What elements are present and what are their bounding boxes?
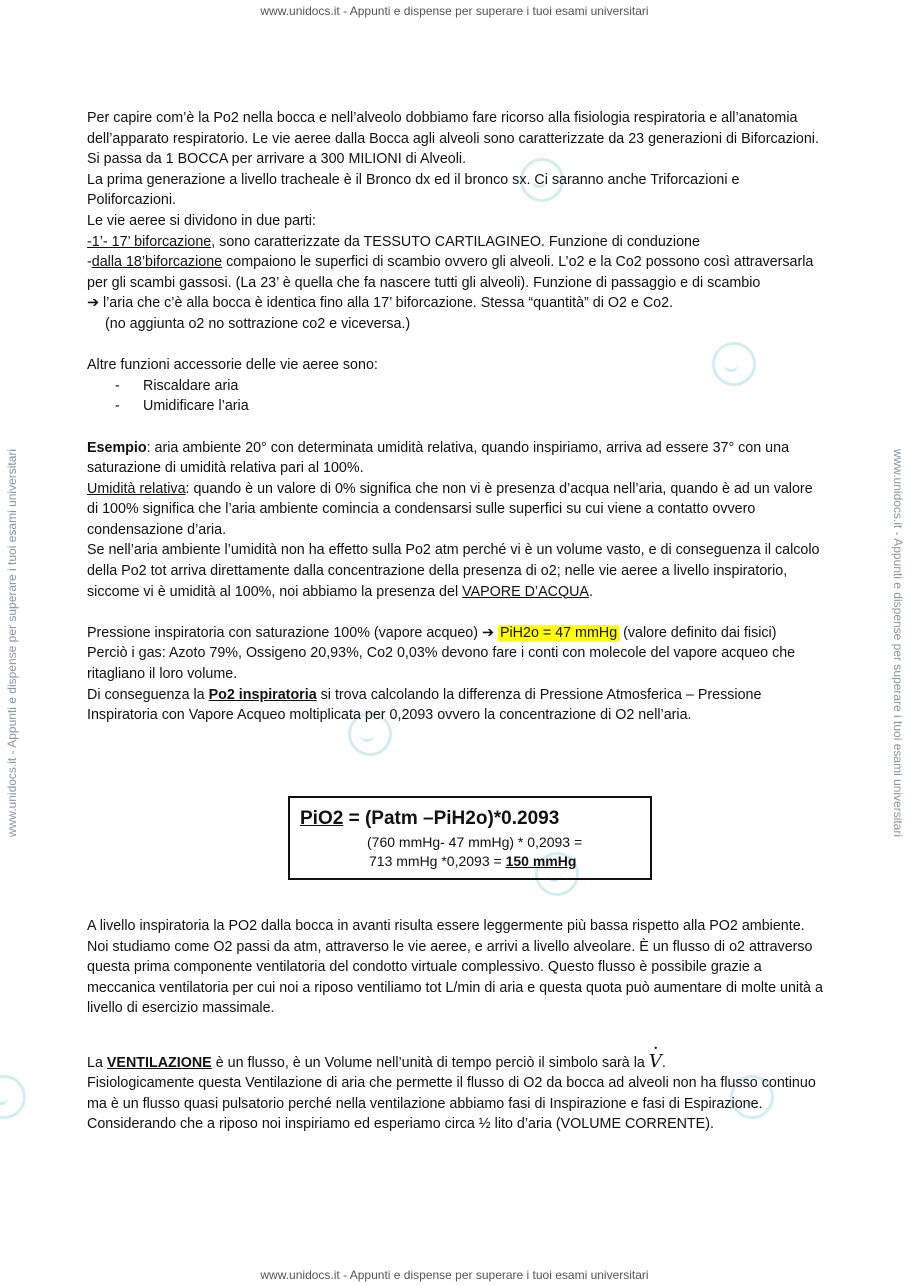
- list-item: - Umidificare l’aria: [115, 398, 249, 415]
- v-dot-symbol: · V: [649, 1052, 662, 1073]
- paragraph: -1’- 17’ biforcazione, sono caratterizzate da TESSUTO CARTILAGINEO. Funzione di conduzione: [87, 233, 700, 250]
- paragraph: Fisiologicamente questa Ventilazione di aria che permette il flusso di O2 da bocca ad alveoli non ha flusso continuo ma è un flusso quasi pulsatorio perché nella ventilazione abbiamo fasi di Inspirazione e fasi di Espirazione. Considerando che a riposo noi inspiriamo ed esperiamo circa ½ lito d’aria (VOLUME CORRENTE).: [87, 1075, 816, 1133]
- watermark-bottom: www.unidocs.it - Appunti e dispense per superare i tuoi esami universitari: [260, 1268, 649, 1282]
- paragraph: Le vie aeree si dividono in due parti:: [87, 212, 316, 229]
- underlined-term: Po2 inspiratoria: [208, 686, 317, 703]
- watermark-top: www.unidocs.it - Appunti e dispense per superare i tuoi esami universitari: [260, 4, 649, 18]
- paragraph: La VENTILAZIONE è un flusso, è un Volume nell’unità di tempo perciò il simbolo sarà la · V.: [87, 1052, 827, 1074]
- paragraph: Pressione inspiratoria con saturazione 100% (vapore acqueo) ➔ PiH2o = 47 mmHg (valore definito dai fisici): [87, 624, 777, 641]
- paragraph: Di conseguenza la Po2 inspiratoria si trova calcolando la differenza di Pressione Atmosferica – Pressione Inspiratoria con Vapore Acqueo moltiplicata per 0,2093 ovvero la concentrazione di O2 nell’aria.: [87, 686, 762, 724]
- paragraph: -dalla 18’biforcazione compaiono le superfici di scambio ovvero gli alveoli. L’o2 e la Co2 possono così attraversarla per gli scambi gassosi. (La 23’ è quella che fa nascere tutti gli alveoli). Funzione di passaggio e di scambio: [87, 254, 814, 291]
- arrow-icon: ➔: [481, 624, 494, 641]
- paragraph: Noi studiamo come O2 passi da atm, attraverso le vie aeree, e arrivi a livello alveolare. È un flusso di o2 attraverso questa prima componente ventilatoria del condotto virtuale complessivo. Questo flusso è possibile grazie a meccanica ventilatoria per cui noi a riposo ventiliamo tot L/min di aria e questa quota può aumentare di molte unità a livello di esercizio massimale.: [87, 938, 823, 1017]
- paragraph: Se nell’aria ambiente l’umidità non ha effetto sulla Po2 atm perché vi è un volume vasto, e di conseguenza il calcolo della Po2 tot arriva direttamente dalla concentrazione della presenza di o2; nelle vie aeree a livello inspiratorio, siccome vi è umidità al 100%, noi abbiamo la presenza del VAPORE D’ACQUA.: [87, 542, 820, 600]
- watermark-logo-icon: [0, 1075, 26, 1119]
- watermark-right: www.unidocs.it - Appunti e dispense per superare i tuoi esami universitari: [891, 448, 905, 838]
- paragraph: A livello inspiratoria la PO2 dalla bocca in avanti risulta essere leggermente più bassa rispetto alla PO2 ambiente.: [87, 918, 805, 934]
- underlined-term: Umidità relativa: [87, 480, 186, 497]
- formula-step: 713 mmHg *0,2093 = 150 mmHg: [369, 853, 577, 869]
- underlined-term: VAPORE D’ACQUA: [462, 583, 589, 600]
- formula-main: PiO2 = (Patm –PiH2o)*0.2093: [300, 808, 560, 829]
- paragraph: Esempio: aria ambiente 20° con determinata umidità relativa, quando inspiriamo, arriva ad essere 37° con una saturazione di umidità relativa pari al 100%.: [87, 439, 790, 477]
- paragraph: Per capire com’è la Po2 nella bocca e nell’alveolo dobbiamo fare ricorso alla fisiologia respiratoria e all’anatomia dell’apparato respiratorio. Le vie aeree dalla Bocca agli alveoli sono caratterizzate da 23 generazioni di Biforcazioni. Si passa da 1 BOCCA per arrivare a 300 MILIONI di Alveoli.: [87, 110, 819, 168]
- document-body-continued: [87, 916, 827, 1135]
- formula-step: (760 mmHg- 47 mmHg) * 0,2093 =: [367, 834, 583, 850]
- arrow-icon: ➔: [87, 295, 99, 312]
- paragraph: Altre funzioni accessorie delle vie aeree sono:: [87, 357, 378, 374]
- paragraph: Umidità relativa: quando è un valore di 0% significa che non vi è presenza d’acqua nell’aria, quando è ad un valore di 100% significa che l’aria ambiente comincia a condensarsi sulle superfici su cui viene a contatto ovvero condensazione d’aria.: [87, 480, 813, 538]
- underlined-term: VENTILAZIONE: [106, 1054, 212, 1071]
- underlined-term: dalla 18’biforcazione: [91, 254, 223, 271]
- underlined-term: -1’- 17’ biforcazione: [87, 233, 212, 250]
- watermark-left: www.unidocs.it - Appunti e dispense per superare i tuoi esami universitari: [5, 448, 19, 838]
- highlighted-value: PiH2o = 47 mmHg: [499, 624, 618, 641]
- document-body: [87, 108, 827, 726]
- formula-box: [288, 796, 652, 880]
- list-item: - Riscaldare aria: [115, 377, 239, 394]
- formula-result: 150 mmHg: [505, 853, 577, 869]
- paragraph: (no aggiunta o2 no sottrazione co2 e viceversa.): [105, 315, 411, 332]
- paragraph: Perciò i gas: Azoto 79%, Ossigeno 20,93%, Co2 0,03% devono fare i conti con molecole del vapore acqueo che ritagliano il loro volume.: [87, 645, 796, 683]
- paragraph: ➔ l’aria che c’è alla bocca è identica fino alla 17’ biforcazione. Stessa “quantità” di O2 e Co2.: [87, 295, 674, 312]
- paragraph: La prima generazione a livello tracheale è il Bronco dx ed il bronco sx. Ci saranno anche Triforcazioni e Poliforcazioni.: [87, 171, 740, 209]
